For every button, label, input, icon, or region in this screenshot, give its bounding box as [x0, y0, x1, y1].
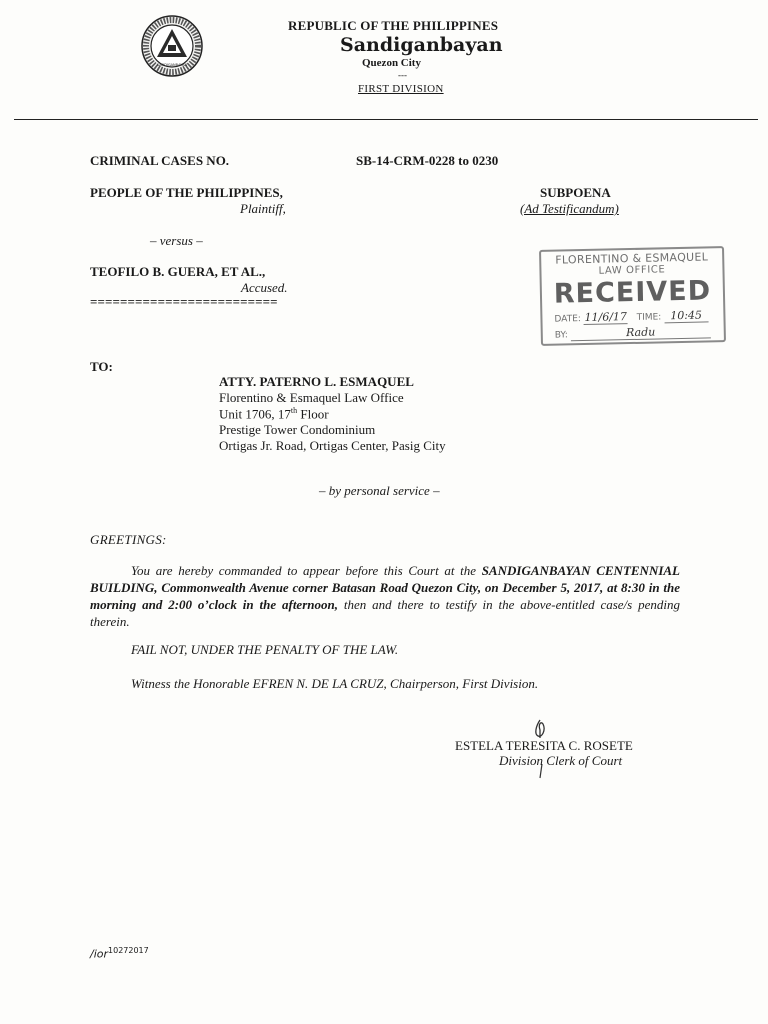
service-mode: – by personal service – — [319, 483, 440, 498]
court-city: Quezon City — [362, 57, 421, 69]
accused-name: TEOFILO B. GUERA, ET AL., — [90, 264, 266, 279]
stamp-by-value: Radu — [571, 324, 711, 341]
stamp-date-label: DATE: — [554, 314, 582, 325]
header-separator: --- — [398, 70, 407, 80]
footer-initials: /ior — [90, 947, 109, 961]
seal-text: SANDIGANBAYAN — [156, 63, 188, 67]
cases-label: CRIMINAL CASES NO. — [90, 153, 230, 168]
addressee-unit-text: Unit 1706, 17 — [219, 406, 291, 422]
header-rule — [14, 119, 758, 120]
stamp-date-value: 11/6/17 — [584, 310, 628, 325]
stamp-time-value: 10:45 — [664, 308, 708, 323]
signatory-name: ESTELA TERESITA C. ROSETE — [455, 738, 633, 753]
addressee-building: Prestige Tower Condominium — [219, 422, 376, 437]
sandiganbayan-seal — [141, 15, 203, 77]
cases-number: SB-14-CRM-0228 to 0230 — [356, 153, 499, 168]
addressee-unit-sup: th — [290, 406, 298, 415]
fail-not-clause: FAIL NOT, UNDER THE PENALTY OF THE LAW. — [131, 642, 399, 657]
to-label: TO: — [90, 359, 113, 374]
plaintiff-name: PEOPLE OF THE PHILIPPINES, — [90, 185, 283, 200]
caption-rule: ========================= — [90, 294, 278, 309]
command-text-c: then and there to testify in the above-entitled case/s pending therein. — [90, 597, 680, 629]
addressee-unit-floor: Floor — [297, 406, 329, 422]
addressee-unit — [219, 406, 329, 422]
footer-reference — [90, 946, 149, 961]
greetings: GREETINGS: — [90, 532, 167, 547]
addressee-name: ATTY. PATERNO L. ESMAQUEL — [219, 374, 414, 389]
signatory-title: Division Clerk of Court — [499, 753, 623, 768]
command-paragraph — [90, 562, 680, 630]
plaintiff-role: Plaintiff, — [240, 201, 286, 216]
accused-role: Accused. — [241, 280, 288, 295]
addressee-street: Ortigas Jr. Road, Ortigas Center, Pasig City — [219, 438, 446, 453]
stamp-office: LAW OFFICE — [598, 264, 666, 277]
division-name: FIRST DIVISION — [358, 83, 444, 95]
republic-heading: REPUBLIC OF THE PHILIPPINES — [288, 18, 499, 33]
stamp-time-label: TIME: — [636, 312, 662, 323]
stamp-firm: FLORENTINO & ESMAQUEL — [555, 250, 709, 267]
document-title: SUBPOENA — [540, 185, 611, 200]
document-subtitle: (Ad Testificandum) — [520, 201, 619, 216]
stamp-by-label: BY: — [554, 330, 568, 341]
command-text-bold: SANDIGANBAYAN CENTENNIAL BUILDING, Commonwealth Avenue corner Batasan Road Quezon City, on December 5, 2017, at 8:30 in the morning and 2:00 o’clock in the afternoon, — [90, 563, 681, 612]
command-text-a: You are hereby commanded to appear before this Court at the — [131, 563, 482, 578]
stamp-received: RECEIVED — [553, 275, 712, 310]
court-name: Sandiganbayan — [340, 34, 503, 56]
versus-label: – versus – — [150, 233, 203, 248]
footer-code: 10272017 — [108, 946, 149, 955]
received-stamp — [539, 246, 726, 346]
addressee-firm: Florentino & Esmaquel Law Office — [219, 390, 404, 405]
witness-clause: Witness the Honorable EFREN N. DE LA CRUZ, Chairperson, First Division. — [131, 676, 539, 691]
